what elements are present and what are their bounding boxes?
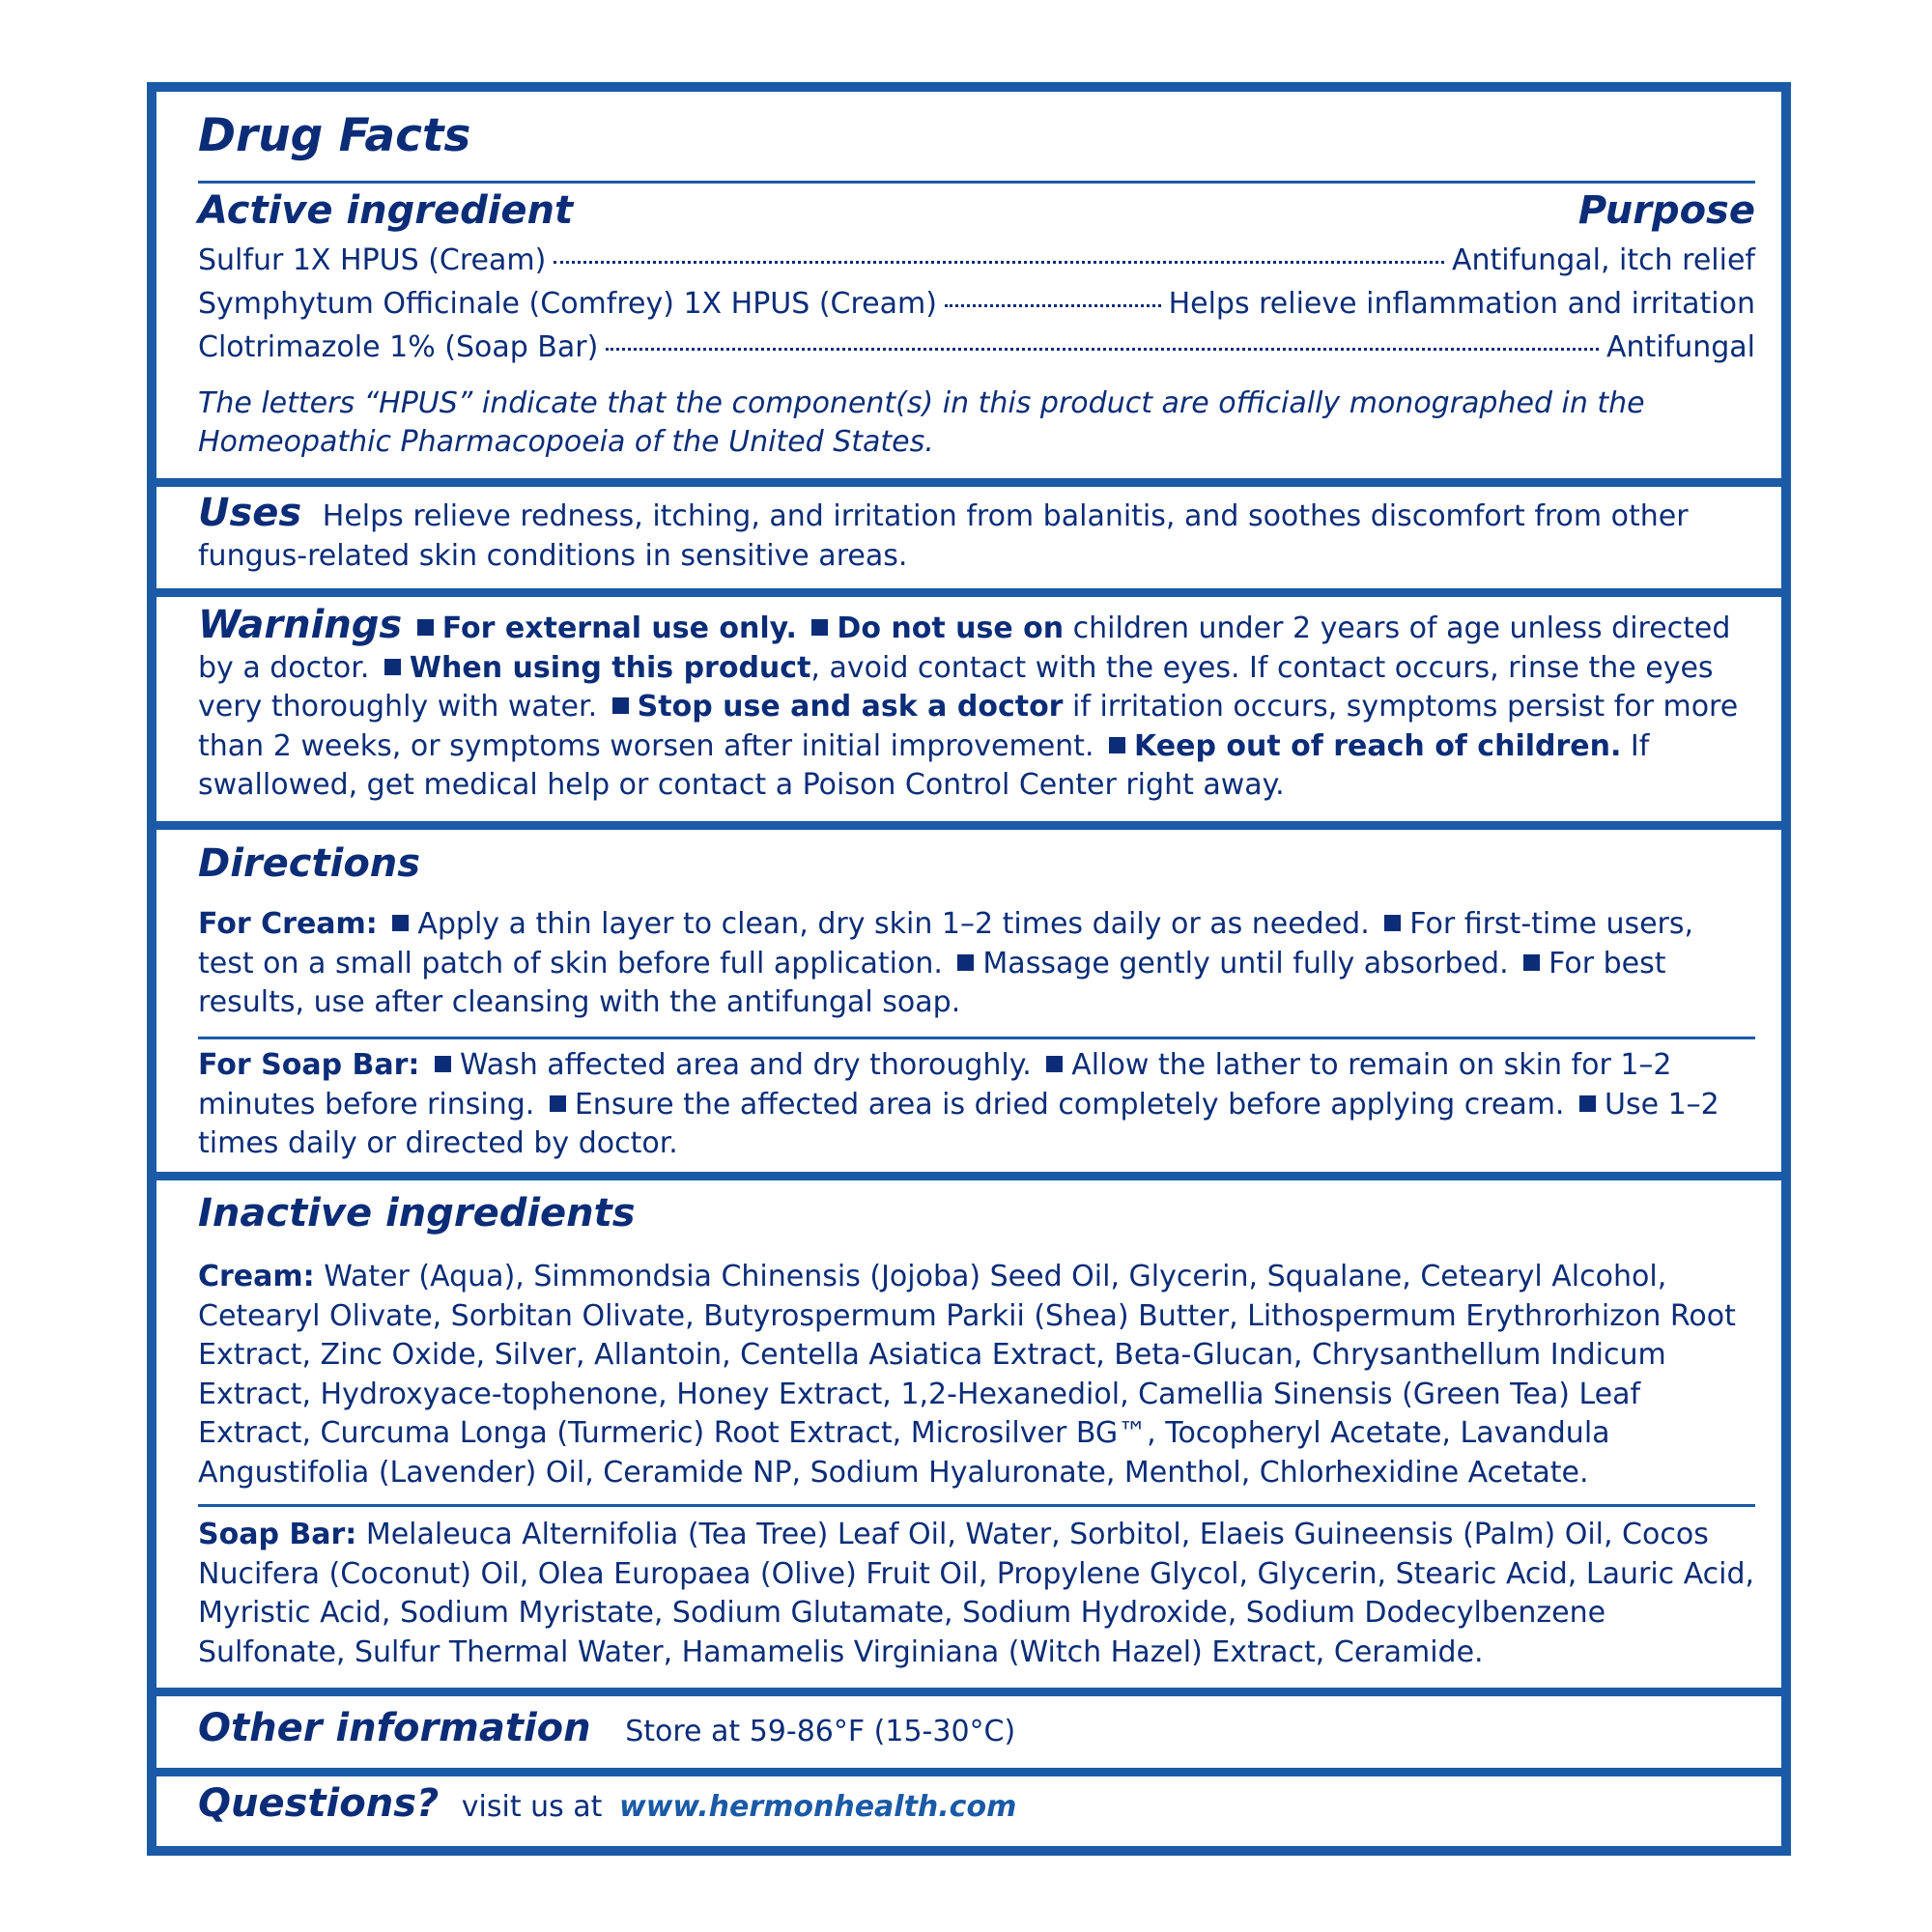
soap-label: Soap Bar: bbox=[198, 1518, 357, 1551]
active-name: Clotrimazole 1% (Soap Bar) bbox=[198, 330, 599, 364]
drug-facts-panel bbox=[147, 82, 1791, 1856]
section-divider bbox=[156, 821, 1781, 830]
warning-text: children under 2 years of age unless directed by a doctor. bbox=[198, 611, 1731, 685]
bullet-square-icon bbox=[957, 954, 974, 971]
active-purpose: Helps relieve inflammation and irritation bbox=[1168, 287, 1755, 321]
inactive-cream bbox=[198, 1258, 1755, 1492]
active-purpose: Antifungal bbox=[1606, 330, 1755, 364]
for-soap-label: For Soap Bar: bbox=[198, 1048, 420, 1082]
purpose-heading: Purpose bbox=[1577, 188, 1755, 233]
active-row bbox=[198, 282, 1755, 326]
inactive-soap bbox=[198, 1516, 1755, 1672]
other-information-section bbox=[198, 1706, 1755, 1752]
uses-heading: Uses bbox=[198, 491, 302, 535]
warning-text: If swallowed, get medical help or contact a Poison Control Center right away. bbox=[198, 728, 1650, 802]
other-information-heading: Other information bbox=[198, 1706, 591, 1750]
for-cream-label: For Cream: bbox=[198, 907, 378, 941]
title-rule bbox=[198, 181, 1755, 184]
active-name: Symphytum Officinale (Comfrey) 1X HPUS (Cream) bbox=[198, 287, 937, 321]
active-ingredient-section bbox=[198, 188, 1755, 462]
warning-keep-out: Keep out of reach of children. bbox=[1134, 728, 1622, 763]
bullet-square-icon bbox=[550, 1095, 566, 1112]
bullet-square-icon bbox=[1046, 1056, 1063, 1072]
questions-heading: Questions? bbox=[198, 1781, 440, 1826]
uses-section bbox=[198, 491, 1755, 576]
direction-step: Massage gently until fully absorbed. bbox=[982, 946, 1519, 980]
active-ingredient-heading: Active ingredient bbox=[198, 188, 574, 233]
uses-text: Helps relieve redness, itching, and irritation from balanitis, and soothes discomfort from other fungus-related skin conditions in sensitive areas. bbox=[198, 499, 1689, 573]
section-divider bbox=[156, 478, 1781, 487]
warning-when-using: When using this product bbox=[409, 650, 811, 685]
cream-label: Cream: bbox=[198, 1260, 315, 1293]
direction-step: For first-time users, test on a small patch of skin before full application. bbox=[198, 907, 1694, 980]
bullet-square-icon bbox=[435, 1056, 451, 1072]
bullet-square-icon bbox=[384, 659, 401, 675]
direction-step: Ensure the affected area is dried completely before applying cream. bbox=[574, 1087, 1575, 1122]
warnings-heading: Warnings bbox=[198, 603, 403, 647]
hpus-note: The letters “HPUS” indicate that the component(s) in this product are officially monographed in the Homeopathic Pharmacopoeia of the United States. bbox=[198, 386, 1645, 459]
direction-step: Apply a thin layer to clean, dry skin 1–2 times daily or as needed. bbox=[417, 907, 1379, 941]
active-row bbox=[198, 326, 1755, 369]
bullet-square-icon bbox=[811, 619, 828, 636]
direction-step: Use 1–2 times daily or directed by doctor. bbox=[198, 1087, 1719, 1160]
section-divider bbox=[156, 588, 1781, 597]
inactive-rule bbox=[198, 1504, 1755, 1507]
directions-cream bbox=[198, 905, 1755, 1023]
section-divider bbox=[156, 1688, 1781, 1696]
bullet-square-icon bbox=[1384, 915, 1401, 931]
section-divider bbox=[156, 1768, 1781, 1776]
warnings-section bbox=[198, 603, 1755, 806]
warning-text: , avoid contact with the eyes. If contact occurs, rinse the eyes very thoroughly with water. bbox=[198, 650, 1714, 724]
directions-heading: Directions bbox=[198, 841, 421, 886]
bullet-square-icon bbox=[392, 915, 409, 931]
inactive-heading: Inactive ingredients bbox=[198, 1191, 636, 1236]
bullet-square-icon bbox=[1579, 1095, 1596, 1112]
warning-external-use: For external use only. bbox=[441, 611, 797, 645]
directions-soap bbox=[198, 1046, 1755, 1164]
active-name: Sulfur 1X HPUS (Cream) bbox=[198, 243, 547, 277]
leader-dots bbox=[945, 304, 1161, 307]
soap-ingredients: Melaleuca Alternifolia (Tea Tree) Leaf Oil, Water, Sorbitol, Elaeis Guineensis (Palm) Oil, Cocos Nucifera (Coconut) Oil, Olea Europaea (Olive) Fruit Oil, Propylene Glycol, Glycerin, Stearic Acid, Lauric Acid, Myristic Acid, Sodium Myristate, Sodium Glutamate, Sodium Hydroxide, Sodium Dodecylbenzene Sulfonate, Sulfur Thermal Water, Hamamelis Virginiana (Witch Hazel) Extract, Ceramide. bbox=[198, 1518, 1755, 1669]
warning-do-not-use: Do not use on bbox=[837, 611, 1065, 645]
direction-step: Allow the lather to remain on skin for 1–2 minutes before rinsing. bbox=[198, 1048, 1672, 1122]
questions-text: visit us at bbox=[461, 1790, 603, 1824]
bullet-square-icon bbox=[1109, 737, 1125, 753]
directions-rule bbox=[198, 1037, 1755, 1039]
bullet-square-icon bbox=[612, 697, 629, 714]
drug-facts-title: Drug Facts bbox=[198, 109, 471, 162]
direction-step: Wash affected area and dry thoroughly. bbox=[459, 1048, 1041, 1082]
bullet-square-icon bbox=[417, 619, 434, 636]
questions-section bbox=[198, 1781, 1755, 1828]
storage-text: Store at 59-86°F (15-30°C) bbox=[625, 1715, 1016, 1748]
warning-text: if irritation occurs, symptoms persist for more than 2 weeks, or symptoms worsen after initial improvement. bbox=[198, 690, 1739, 763]
active-row bbox=[198, 239, 1755, 282]
cream-ingredients: Water (Aqua), Simmondsia Chinensis (Jojoba) Seed Oil, Glycerin, Squalane, Cetearyl Alcohol, Cetearyl Olivate, Sorbitan Olivate, Butyrospermum Parkii (Shea) Butter, Lithospermum Erythrorhizon Root Extract, Zinc Oxide, Silver, Allantoin, Centella Asiatica Extract, Beta-Glucan, Chrysanthellum Indicum Extract, Hydroxyace-tophenone, Honey Extract, 1,2-Hexanediol, Camellia Sinensis (Green Tea) Leaf Extract, Curcuma Longa (Turmeric) Root Extract, Microsilver BG™, Tocopheryl Acetate, Lavandula Angustifolia (Lavender) Oil, Ceramide NP, Sodium Hyaluronate, Menthol, Chlorhexidine Acetate. bbox=[198, 1260, 1736, 1490]
active-purpose: Antifungal, itch relief bbox=[1451, 243, 1755, 277]
leader-dots bbox=[606, 348, 1599, 351]
bullet-square-icon bbox=[1523, 954, 1540, 971]
leader-dots bbox=[554, 261, 1444, 264]
section-divider bbox=[156, 1172, 1781, 1180]
website-link[interactable]: www.hermonhealth.com bbox=[619, 1790, 1017, 1824]
warning-stop-use: Stop use and ask a doctor bbox=[637, 690, 1064, 724]
direction-step: For best results, use after cleansing with the antifungal soap. bbox=[198, 946, 1666, 1019]
